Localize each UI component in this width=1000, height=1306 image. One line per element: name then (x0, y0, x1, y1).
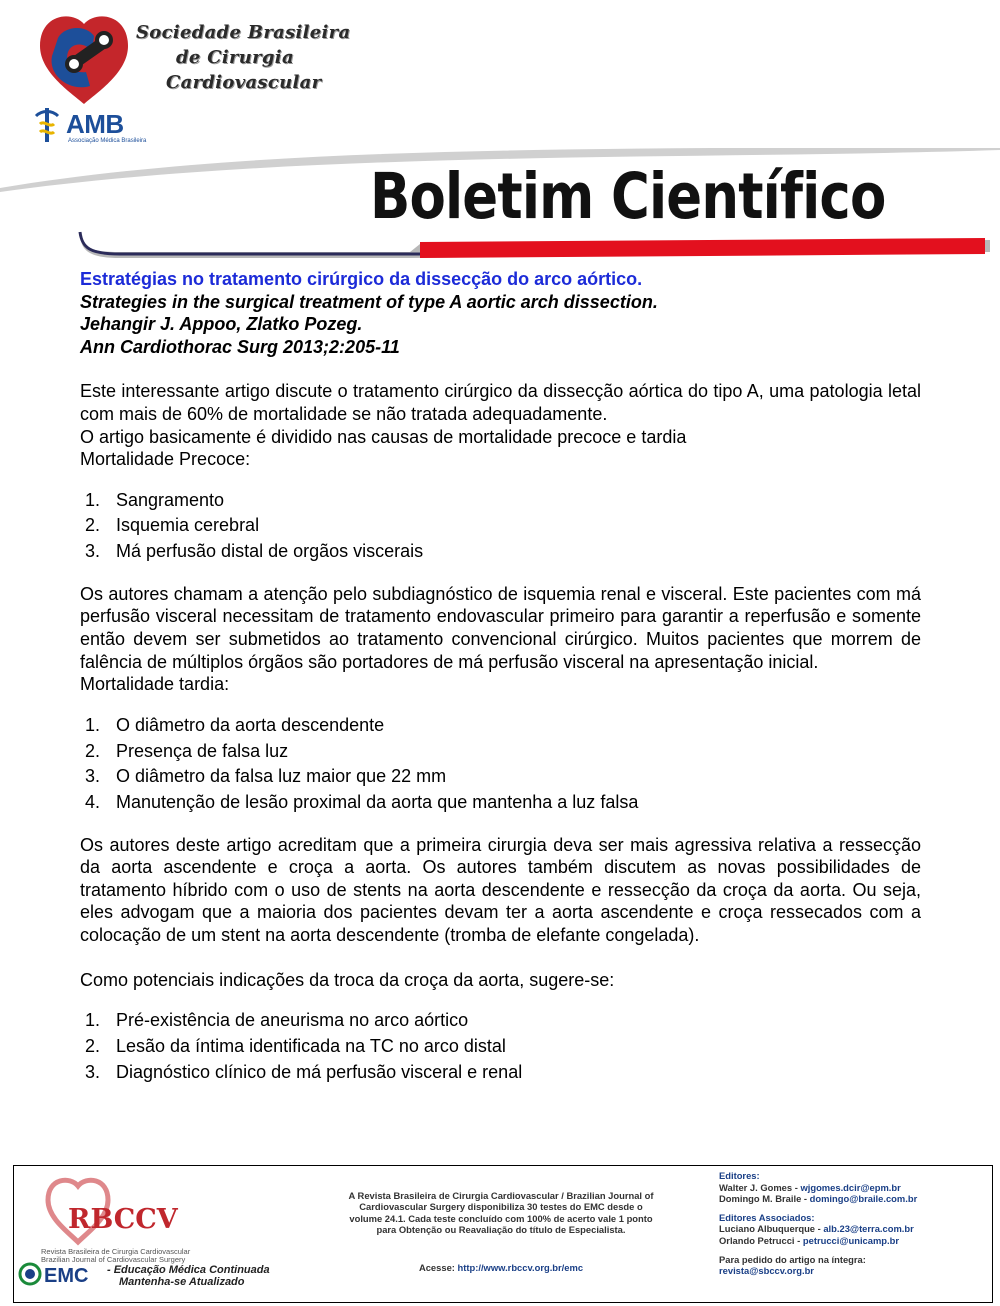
article-reference (80, 268, 921, 358)
editor-entry: Walter J. Gomes - wjgomes.dcir@epm.br (719, 1181, 901, 1193)
list-item: 1. Pré-existência de aneurisma no arco aórtico (85, 1010, 469, 1031)
article (80, 268, 921, 1085)
editor-email-link[interactable]: wjgomes.dcir@epm.br (800, 1181, 901, 1193)
society-name-line-3: Cardiovascular (166, 72, 322, 93)
intro-paragraph: Este interessante artigo discute o tratamento cirúrgico da dissecção aórtica do tipo A, uma patologia letal com mais de 60% de mortalidade se não tratada adequadamente. (80, 381, 921, 424)
emc-tagline-line-1: - Educação Médica Continuada (107, 1264, 270, 1276)
late-mortality-list (80, 713, 921, 816)
division-line: O artigo basicamente é dividido nas causas de mortalidade precoce e tardia (80, 426, 687, 447)
early-mortality-heading: Mortalidade Precoce: (80, 449, 251, 470)
rbccv-logo-text: RBCCV (68, 1204, 178, 1235)
society-name-line-1: Sociedade Brasileira (136, 22, 351, 43)
order-email-link[interactable]: revista@sbccv.org.br (719, 1265, 814, 1277)
associate-email-link[interactable]: petrucci@unicamp.br (802, 1234, 900, 1246)
order-label: Para pedido do artigo na íntegra: (719, 1253, 866, 1265)
emc-access (348, 1262, 654, 1273)
list-item: 4. Manutenção de lesão proximal da aorta que mantenha a luz falsa (85, 791, 639, 812)
associate-email-link[interactable]: alb.23@terra.com.br (823, 1223, 914, 1235)
emc-tagline-line-2: Mantenha-se Atualizado (119, 1276, 245, 1288)
article-journal: Ann Cardiothorac Surg 2013;2:205-11 (80, 336, 400, 357)
access-url-link[interactable]: http://www.rbccv.org.br/emc (457, 1262, 584, 1273)
footer-box (13, 1165, 993, 1303)
article-title-en: Strategies in the surgical treatment of type A aortic arch dissection. (80, 291, 658, 312)
editor-entry: Domingo M. Braile - domingo@braile.com.br (719, 1193, 918, 1205)
caduceus-icon (32, 106, 62, 144)
list-item: 3. O diâmetro da falsa luz maior que 22 mm (85, 766, 447, 787)
emc-logo-icon (18, 1262, 104, 1286)
editor-email-link[interactable]: domingo@braile.com.br (809, 1193, 918, 1205)
access-label: Acesse: (418, 1262, 455, 1273)
list-item: 1. Sangramento (85, 489, 225, 510)
associate-editors-heading: Editores Associados: (719, 1211, 815, 1223)
editors-heading: Editores: (719, 1170, 760, 1181)
sbccv-heart-logo-icon (34, 12, 134, 108)
early-mortality-paragraph: Os autores chamam a atenção pelo subdiagnóstico de isquemia renal e visceral. Este pacientes com má perfusão visceral necessitam de tratamento endovascular primeiro para garantir a reperfusão e somente então devem ser submetidos ao tratamento convencional cirúrgico. Muitos pacientes que morrem de falência de múltiplos órgãos são portadores de má perfusão visceral na apresentação inicial. (80, 583, 921, 672)
article-authors: Jehangir J. Appoo, Zlatko Pozeg. (80, 314, 363, 335)
amb-logo: AMB (66, 109, 124, 139)
emc-logo-text: EMC (44, 1265, 89, 1286)
emc-tagline (107, 1264, 270, 1288)
list-item: 2. Isquemia cerebral (85, 515, 260, 536)
editors-block (719, 1170, 989, 1277)
late-mortality-heading: Mortalidade tardia: (80, 674, 230, 695)
associate-entry: Luciano Albuquerque - alb.23@terra.com.br (719, 1223, 914, 1235)
early-mortality-list (80, 488, 921, 565)
list-item: 2. Lesão da íntima identificada na TC no arco distal (85, 1035, 506, 1056)
rbccv-subtitle-pt: Revista Brasileira de Cirurgia Cardiovascular (41, 1247, 191, 1256)
list-item: 3. Diagnóstico clínico de má perfusão visceral e renal (85, 1061, 523, 1082)
society-name (136, 20, 356, 95)
emc-blurb: A Revista Brasileira de Cirurgia Cardiovascular / Brazilian Journal of Cardiovascular Surgery disponibiliza 30 testes do EMC desde o volume 24.1. Cada teste concluído com 100% de acerto vale 1 ponto para Obtenção ou Reavaliação do título de Especialista. (348, 1190, 654, 1236)
list-item: 3. Má perfusão distal de orgãos viscerais (85, 541, 424, 562)
indications-intro: Como potenciais indicações da troca da croça da aorta, sugere-se: (80, 969, 615, 990)
article-title-pt: Estratégias no tratamento cirúrgico da dissecção do arco aórtico. (80, 269, 643, 289)
rbccv-logo (68, 1204, 178, 1235)
sbccv-logo-block (28, 6, 351, 156)
indications-list (80, 1008, 921, 1085)
associate-entry: Orlando Petrucci - petrucci@unicamp.br (719, 1234, 900, 1246)
late-mortality-paragraph: Os autores deste artigo acreditam que a primeira cirurgia deva ser mais agressiva relativa a ressecção da aorta ascendente e croça a aorta. Os autores também discutem as novas possibilidades de tratamento híbrido com o uso de stents na aorta descendente e ressecção da croça da aorta. Ou seja, eles advogam que a maioria dos pacientes devam ter a aorta ascendente e croça ressecados com a colocação de um stent na aorta descendente (tromba de elefante congelada). (80, 834, 921, 946)
bulletin-title: Boletim Científico (370, 160, 886, 233)
list-item: 2. Presença de falsa luz (85, 740, 289, 761)
amb-subtitle: Associação Médica Brasileira (68, 138, 147, 144)
list-item: 1. O diâmetro da aorta descendente (85, 714, 385, 735)
society-name-line-2: de Cirurgia (176, 47, 294, 68)
rbccv-subtitle-en: Brazilian Journal of Cardiovascular Surgery (41, 1255, 186, 1264)
